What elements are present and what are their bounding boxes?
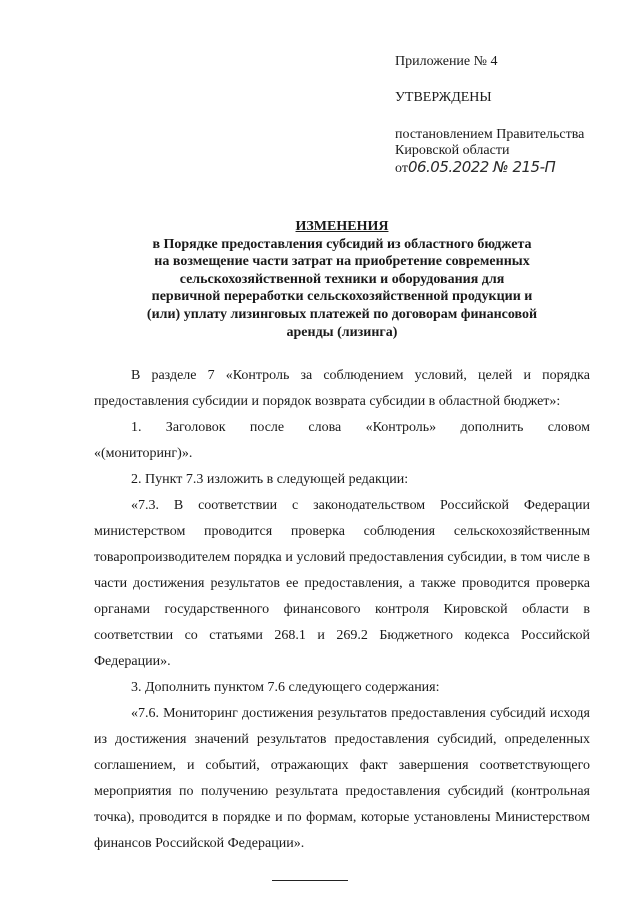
item-3-paragraph: 3. Дополнить пунктом 7.6 следующего содержания:	[131, 680, 440, 695]
title-line: в Порядке предоставления субсидий из областного бюджета	[152, 236, 532, 252]
intro-paragraph: В разделе 7 «Контроль за соблюдением условий, целей и порядка предоставления субсидии и порядок возврата субсидии в областной бюджет»:	[94, 368, 590, 409]
title-line: сельскохозяйственной техники и оборудования для	[179, 271, 505, 287]
date-prefix: от	[395, 161, 408, 176]
decree-line-1: постановлением Правительства	[395, 127, 585, 142]
approval-block	[395, 54, 627, 177]
document-body	[94, 363, 590, 857]
quote-7-3-paragraph: «7.3. В соответствии с законодательством Российской Федерации министерством проводится проверка соблюдения сельскохозяйственным товаропроизводителем порядка и условий предоставления субсидии, в том числе в части достижения результатов ее предоставления, а также проводится проверка органами государственного финансового контроля Кировской области в соответствии со статьями 268.1 и 269.2 Бюджетного кодекса Российской Федерации».	[94, 498, 590, 669]
title-line: (или) уплату лизинговых платежей по договорам финансовой	[146, 306, 538, 322]
handwritten-date-number: 06.05.2022 № 215-П	[407, 158, 556, 176]
title-line: аренды (лизинга)	[286, 324, 398, 340]
approved-label: УТВЕРЖДЕНЫ	[395, 90, 492, 105]
quote-7-6-paragraph: «7.6. Мониторинг достижения результатов предоставления субсидий исходя из достижения значений результатов предоставления субсидий, определенных соглашением, и событий, отражающих факт завершения соответствующего мероприятия по получению результата предоставления субсидий (контрольная точка), проводится в порядке и по формам, которые установлены Министерством финансов Российской Федерации».	[94, 706, 590, 851]
decree-line-2: Кировской области	[395, 143, 510, 158]
item-2-paragraph: 2. Пункт 7.3 изложить в следующей редакции:	[131, 472, 409, 487]
title-main: ИЗМЕНЕНИЯ	[295, 219, 389, 234]
title-line: на возмещение части затрат на приобретение современных	[154, 254, 530, 270]
decree-date-line	[395, 159, 627, 177]
title-line: первичной переработки сельскохозяйственной продукции и	[151, 289, 533, 305]
appendix-number: Приложение № 4	[395, 54, 498, 69]
item-1-line-1: 1. Заголовок после слова «Контроль» дополнить словом	[131, 420, 590, 435]
closing-rule	[272, 880, 348, 881]
document-title	[100, 218, 584, 341]
item-1-line-2: «(мониторинг)».	[94, 446, 193, 461]
